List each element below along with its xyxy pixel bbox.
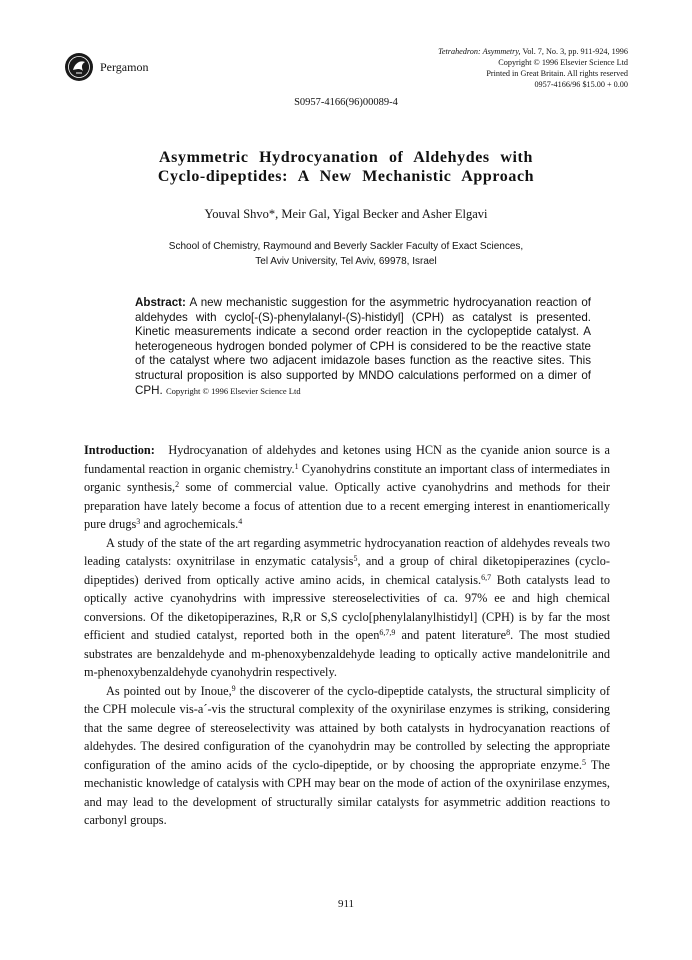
- pergamon-logo-icon: [64, 52, 94, 82]
- paragraph-text: , and a group of chiral diketopiperazines (cyclo-dipeptides) derived from optically active amino acids, in chemical catalysis.: [84, 554, 610, 587]
- paragraph-text: Cyanohydrins constitute an important class of intermediates in organic synthesis,: [84, 461, 610, 494]
- paragraph-text: Hydrocyanation of aldehydes and ketones using HCN as the cyanide anion source is a fundamental reaction in organic chemistry.: [84, 443, 610, 476]
- page-number: 911: [337, 898, 355, 910]
- journal-copyright: Copyright © 1996 Elsevier Science Ltd: [498, 58, 628, 67]
- paragraph-text: . The most studied substrates are benzaldehyde and m-phenoxybenzaldehyde leading to optically active mandelonitrile and m-phenoxybenzaldehyde cyanohydrin respectively.: [84, 628, 610, 679]
- abstract-text: A new mechanistic suggestion for the asymmetric hydrocyanation reaction of aldehydes with cyclo[-(S)-phenylalanyl-(S)-histidyl] (CPH) as catalyst is presented. Kinetic measurements indicate a second order reaction in the cyclopeptide catalyst. A heterogeneous hydrogen bonded polymer of CPH is considered to be the reactive state of the catalyst where two adjacent imidazole bases function as the reactive sites. This structural proposition is also supported by MNDO calculations performed on a dimer of CPH.: [135, 296, 591, 397]
- affiliation-line-1: School of Chemistry, Raymound and Beverly Sackler Faculty of Exact Sciences,: [168, 241, 524, 252]
- citation-ref: 6,7,9: [379, 628, 396, 637]
- section-heading: Introduction:: [84, 443, 155, 457]
- pii-code: S0957-4166(96)00089-4: [294, 97, 398, 108]
- abstract-label: Abstract:: [135, 296, 186, 309]
- citation-ref: 5: [353, 554, 358, 563]
- paragraph-text: and agrochemicals.: [140, 517, 239, 531]
- citation-ref: 5: [581, 757, 586, 767]
- abstract-copyright: Copyright © 1996 Elsevier Science Ltd: [165, 385, 301, 396]
- abstract: [135, 296, 591, 398]
- citation-ref: 9: [231, 683, 236, 693]
- journal-citation: [308, 46, 628, 57]
- citation-ref: 1: [294, 461, 299, 471]
- journal-volume: Vol. 7, No. 3, pp. 911-924, 1996: [522, 47, 628, 56]
- citation-ref: 6,7: [481, 572, 492, 582]
- journal-info: [308, 46, 628, 90]
- author-list: Youval Shvo*, Meir Gal, Yigal Becker and Asher Elgavi: [204, 207, 488, 221]
- paragraph-text: some of commercial value. Optically active cyanohydrins and methods for their preparation have lately become a focus of attention due to a recent emerging interest in enantiomerically pure drugs: [84, 480, 610, 531]
- article-body: [84, 441, 610, 830]
- paragraph-text: As pointed out by Inoue,: [106, 683, 232, 698]
- paragraph-text: the discoverer of the cyclo-dipeptide catalysts, the structural simplicity of the CPH molecule vis-a´-vis the structural complexity of the oxynirilase enzymes is striking, considering that the same degree of stereoselectivity was attained by both catalysts in hydrocyanation reactions of aldehydes. The desired configuration of the cyanohydrin may be controlled by selecting the appropriate configuration of the amino acids of the cyclo-dipeptide, or by choosing the appropriate enzyme.: [84, 683, 610, 772]
- title-line-2: Cyclo-dipeptides: A New Mechanistic Approach: [157, 168, 535, 185]
- citation-ref: 2: [175, 480, 180, 489]
- citation-ref: 8: [506, 628, 511, 637]
- paragraph-3: [84, 682, 610, 830]
- paragraph-1: [84, 441, 610, 534]
- journal-name: Tetrahedron: Asymmetry,: [438, 47, 521, 56]
- journal-printed: Printed in Great Britain. All rights reserved: [486, 69, 628, 78]
- citation-ref: 3: [136, 517, 141, 526]
- affiliation: [100, 240, 592, 269]
- article-title: [120, 148, 572, 186]
- publisher-name: Pergamon: [100, 60, 149, 74]
- title-line-1: Asymmetric Hydrocyanation of Aldehydes with: [159, 149, 533, 166]
- paragraph-2: [84, 534, 610, 682]
- paragraph-text: Both catalysts lead to optically active cyanohydrins with impressive stereoselectivities of ca. 97% ee and high chemical conversions. Of the diketopiperazines, R,R or S,S cyclo[phenylalanylhistidyl] (CPH) is by far the most efficient and studied catalyst, reported both in the open: [84, 572, 610, 642]
- paragraph-text: and patent literature: [395, 628, 507, 642]
- paragraph-text: A study of the state of the art regarding asymmetric hydrocyanation reaction of aldehydes reveals two leading catalysts: oxynitrilase in enzymatic catalysis: [84, 535, 610, 568]
- citation-ref: 4: [238, 517, 243, 526]
- affiliation-line-2: Tel Aviv University, Tel Aviv, 69978, Israel: [255, 255, 437, 267]
- journal-price: 0957-4166/96 $15.00 + 0.00: [534, 80, 628, 89]
- paragraph-text: The mechanistic knowledge of catalysis with CPH may bear on the mode of action of the oxynirilase enzymes, and may lead to the development of structurally similar catalysts for asymmetric addition reactions to carbonyl groups.: [84, 757, 610, 827]
